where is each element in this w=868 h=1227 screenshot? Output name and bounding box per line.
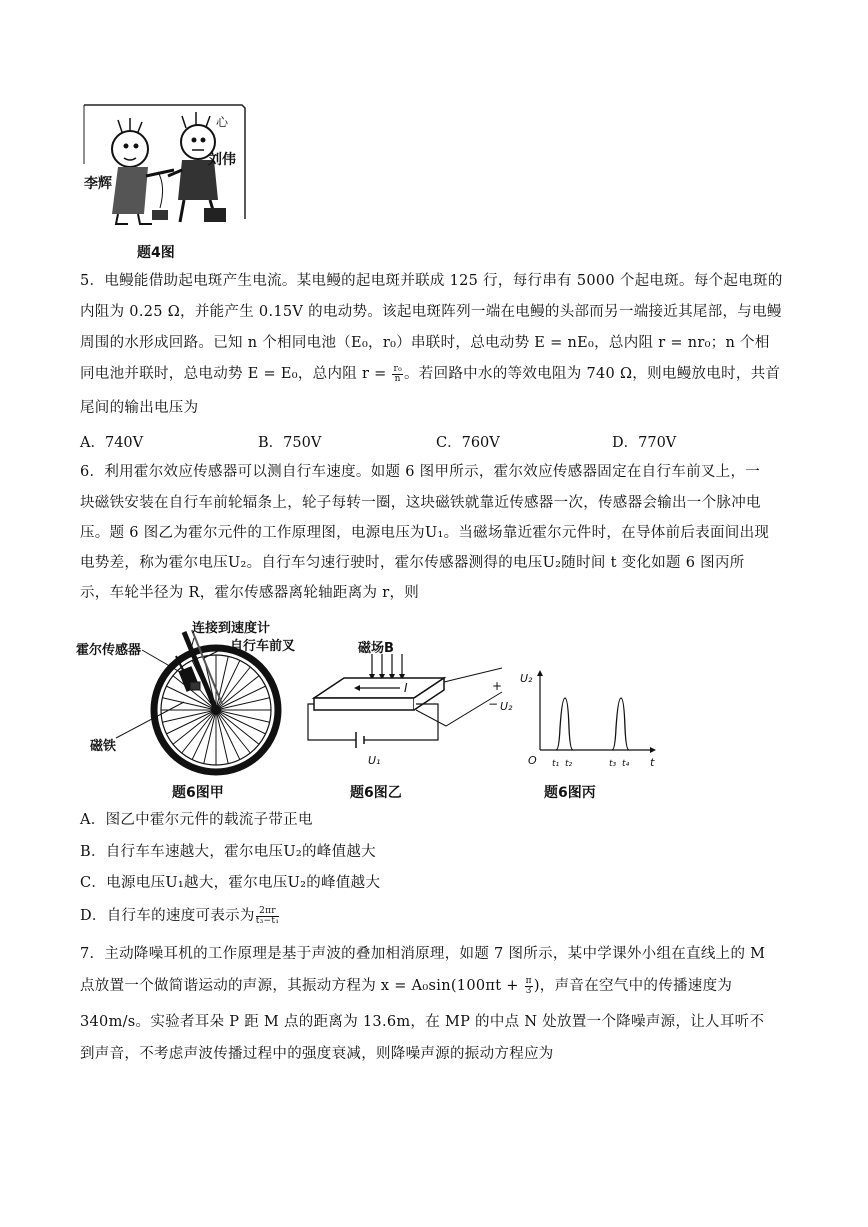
q6-d-frac-den: t₃−t₁ <box>255 915 280 926</box>
fig6b-label-plus: + <box>492 679 503 693</box>
q7-line-3: 340m/s。实验者耳朵 P 距 M 点的距离为 13.6m，在 MP 的中点 N 处放置一个降噪声源，让人耳听不 <box>80 1014 765 1030</box>
q6-d-frac-num: 2πr <box>256 907 280 917</box>
q7-line-1: 7．主动降噪耳机的工作原理是基于声波的叠加相消原理，如题 7 图所示，某中学课外小组在直线上的 M <box>80 946 766 962</box>
q5-option-b: B．750V <box>258 435 322 451</box>
q6-option-c: C．电源电压U₁越大，霍尔电压U₂的峰值越大 <box>80 875 381 891</box>
q6-line-1: 6．利用霍尔效应传感器可以测自行车速度。如题 6 图甲所示，霍尔效应传感器固定在自行车前叉上，一 <box>80 464 761 480</box>
q5-line-1: 5．电鳗能借助起电斑产生电流。某电鳗的起电斑并联成 125 行，每行串有 5000 个起电斑。每个起电斑的 <box>80 273 783 289</box>
q5-frac-den: n <box>394 373 401 384</box>
fig6b-label-u2: U₂ <box>500 700 513 713</box>
fig6b-label-field: 磁场B <box>358 641 394 656</box>
fig6c-origin: O <box>528 754 537 767</box>
fig4-label-right: 刘伟 <box>208 152 236 168</box>
fig6a-label-sensor: 霍尔传感器 <box>76 643 142 658</box>
q6-line-4: 电势差，称为霍尔电压U₂。自行车匀速行驶时，霍尔传感器测得的电压U₂随时间 t 变化如题 6 图丙所 <box>80 555 745 571</box>
q6-option-d-text: D．自行车的速度可表示为 <box>80 908 255 924</box>
q7-line-2 <box>80 976 732 996</box>
q6-option-b: B．自行车车速越大，霍尔电压U₂的峰值越大 <box>80 844 376 860</box>
fig6a-label-magnet: 磁铁 <box>90 739 117 754</box>
q5-option-d: D．770V <box>612 435 677 451</box>
fig4-label-left: 李辉 <box>84 176 112 192</box>
fig6c-tick-t3: t₃ <box>609 759 617 769</box>
fig4-label-top: 心 <box>216 115 229 129</box>
figure-6b-caption: 题6图乙 <box>350 785 402 801</box>
fig6b-label-minus: − <box>488 697 499 711</box>
q5-line-3: 周围的水形成回路。已知 n 个相同电池（E₀，r₀）串联时，总电动势 E = nE₀，总内阻 r = nr₀；n 个相 <box>80 335 770 351</box>
figure-6a-caption: 题6图甲 <box>172 785 224 801</box>
q5-frac-num: r₀ <box>393 363 402 374</box>
q6-line-3: 压。题 6 图乙为霍尔元件的工作原理图，电源电压为U₁。当磁场靠近霍尔元件时，在导体前后表面间出现 <box>80 525 770 541</box>
q7-phase-num: π <box>525 975 532 986</box>
q5-line-5: 尾间的输出电压为 <box>80 400 199 416</box>
fig6b-label-current: I <box>404 681 408 695</box>
q6-option-a: A．图乙中霍尔元件的载流子带正电 <box>80 812 313 828</box>
fig6c-y-label: U₂ <box>520 672 533 685</box>
q6-option-d-fraction <box>256 907 280 926</box>
figure-6c-caption: 题6图丙 <box>544 785 596 801</box>
figure-4-cartoon <box>82 104 248 236</box>
figure-6b-hall-element <box>306 630 520 780</box>
q5-line-4 <box>80 364 780 384</box>
fig6c-tick-t2: t₂ <box>565 759 573 769</box>
q5-line-4-start: 同电池并联时，总电动势 E = E₀，总内阻 r = <box>80 366 392 382</box>
q7-line-2-start: 点放置一个做简谐运动的声源，其振动方程为 x = A₀sin(100πt + <box>80 978 524 994</box>
q7-line-4: 到声音，不考虑声波传播过程中的强度衰减，则降噪声源的振动方程应为 <box>80 1046 554 1062</box>
figure-6a-wheel <box>76 612 306 784</box>
q6-line-2: 块磁铁安装在自行车前轮辐条上，轮子每转一圈，这块磁铁就靠近传感器一次，传感器会输出一个脉冲电 <box>80 495 761 511</box>
fig6a-label-meter: 连接到速度计 <box>192 621 271 636</box>
q7-phase-den: 3 <box>525 985 532 996</box>
q5-option-c: C．760V <box>436 435 500 451</box>
fig6c-tick-t4: t₄ <box>622 759 630 769</box>
fig6b-label-u1: U₁ <box>368 754 381 767</box>
q5-line-2: 内阻为 0.25 Ω，并能产生 0.15V 的电动势。该起电斑阵列一端在电鳗的头部而另一端接近其尾部，与电鳗 <box>80 304 782 320</box>
q6-line-5: 示，车轮半径为 R，霍尔传感器离轮轴距离为 r，则 <box>80 585 420 601</box>
figure-4-caption: 题4图 <box>137 245 175 261</box>
fig6c-x-label: t <box>650 756 655 769</box>
q7-phase-fraction <box>525 977 533 996</box>
q6-option-d <box>80 906 280 926</box>
fig6a-label-fork: 自行车前叉 <box>230 639 296 654</box>
fig6c-tick-t1: t₁ <box>552 759 560 769</box>
q7-line-2-end: )，声音在空气中的传播速度为 <box>533 978 733 994</box>
q5-line-4-end: 。若回路中水的等效电阻为 740 Ω，则电鳗放电时，共首 <box>403 366 781 382</box>
figure-6c-graph <box>512 668 662 778</box>
q5-option-a: A．740V <box>80 435 144 451</box>
q5-fraction <box>392 365 403 384</box>
